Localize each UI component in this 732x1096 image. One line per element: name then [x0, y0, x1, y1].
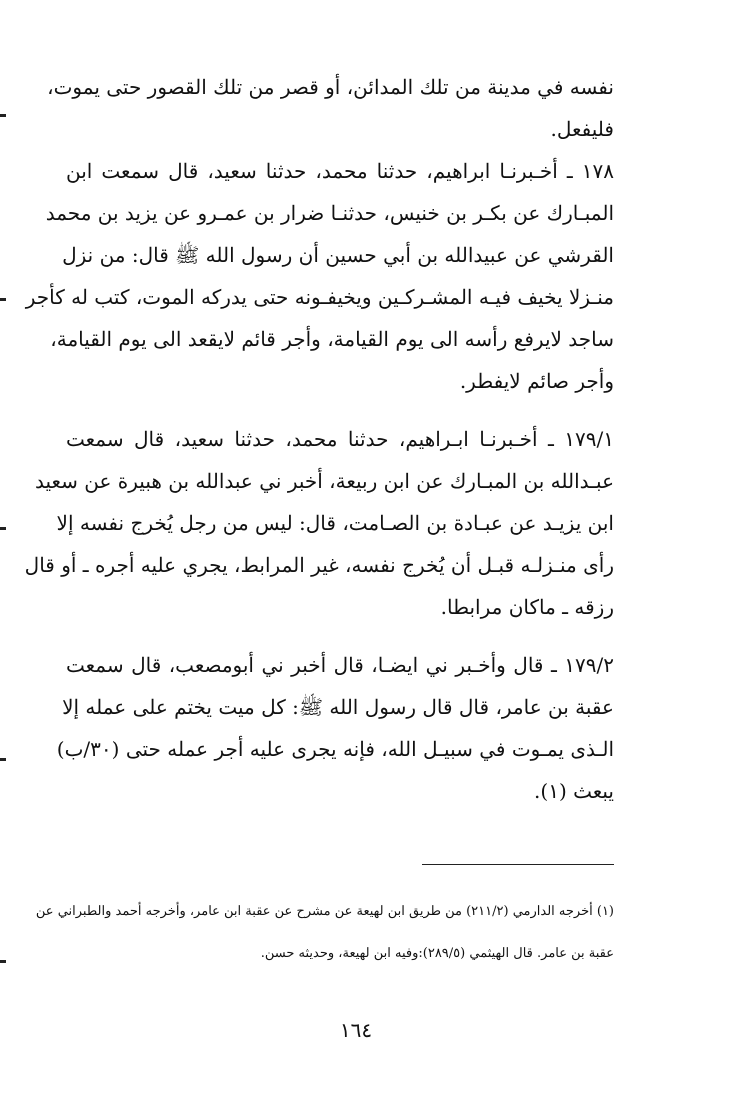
text-line: الـذى يمـوت في سبيـل الله، فإنه يجرى عليه أجر عمله حتى (٣٠/ب) [56, 737, 614, 761]
hadith-179-2 [56, 644, 614, 812]
footnotes [35, 896, 614, 980]
hadith-179-1 [24, 418, 614, 628]
paragraph-gap [66, 628, 614, 644]
paragraph-gap [66, 402, 614, 418]
text-line: القرشي عن عبيدالله بن أبي حسين أن رسول الله ﷺ قال: من نزل [62, 243, 614, 267]
text-line: نفسه في مدينة من تلك المدائن، أو قصر من تلك القصور حتى يموت، [47, 75, 614, 99]
paragraph-continuation [47, 66, 614, 150]
footnote-line: (١) أخرجه الدارمي (٢١١/٢) من طريق ابن لهيعة عن مشرح عن عقبة ابن عامر، وأخرجه أحمد والطبراني عن [35, 904, 614, 919]
text-line: ابن يزيـد عن عبـادة بن الصـامت، قال: ليس من رجل يُخرج نفسه إلا [56, 511, 614, 535]
text-line: ١٧٨ ـ أخـبرنـا ابراهيم، حدثنا محمد، حدثنا سعيد، قال سمعت ابن [66, 159, 614, 183]
margin-mark [0, 758, 6, 761]
footnote-line: عقبة بن عامر. قال الهيثمي (٢٨٩/٥):وفيه ابن لهيعة، وحديثه حسن. [260, 946, 614, 961]
hadith-178 [25, 150, 614, 402]
main-text [24, 66, 614, 812]
text-line: وأجر صائم لايفطر. [459, 369, 614, 393]
text-line: ١٧٩/٢ ـ قال وأخـبر ني ايضـا، قال أخبر ني أبومصعب، قال سمعت [66, 653, 614, 677]
text-line: ساجد لايرفع رأسه الى يوم القيامة، وأجر قائم لايقعد الى يوم القيامة، [50, 327, 614, 351]
margin-mark [0, 527, 6, 530]
text-line: عقبة بن عامر، قال قال رسول الله ﷺ: كل ميت يختم على عمله إلا [62, 695, 614, 719]
text-line: عبـدالله بن المبـارك عن ابن ربيعة، أخبر ني عبدالله بن هبيرة عن سعيد [34, 469, 614, 493]
text-line: رزقه ـ ماكان مرابطا. [440, 595, 614, 619]
text-line: يبعث (١). [534, 779, 614, 803]
margin-mark [0, 298, 6, 301]
text-line: ١٧٩/١ ـ أخـبرنـا ابـراهيم، حدثنا محمد، حدثنا سعيد، قال سمعت [66, 427, 614, 451]
page-number: ١٦٤ [339, 1018, 373, 1042]
footnote-separator [422, 864, 614, 865]
margin-mark [0, 960, 6, 963]
margin-mark [0, 114, 6, 117]
text-line: منـزلا يخيف فيـه المشـركـين ويخيفـونه حتى يدركه الموت، كتب له كأجر [25, 285, 614, 309]
text-line: فليفعل. [550, 117, 614, 141]
text-line: المبـارك عن بكـر بن خنيس، حدثنـا ضرار بن عمـرو عن يزيد بن محمد [45, 201, 614, 225]
text-line: رأى منـزلـه قبـل أن يُخرج نفسه، غير المرابط، يجري عليه أجره ـ أو قال [24, 553, 614, 577]
